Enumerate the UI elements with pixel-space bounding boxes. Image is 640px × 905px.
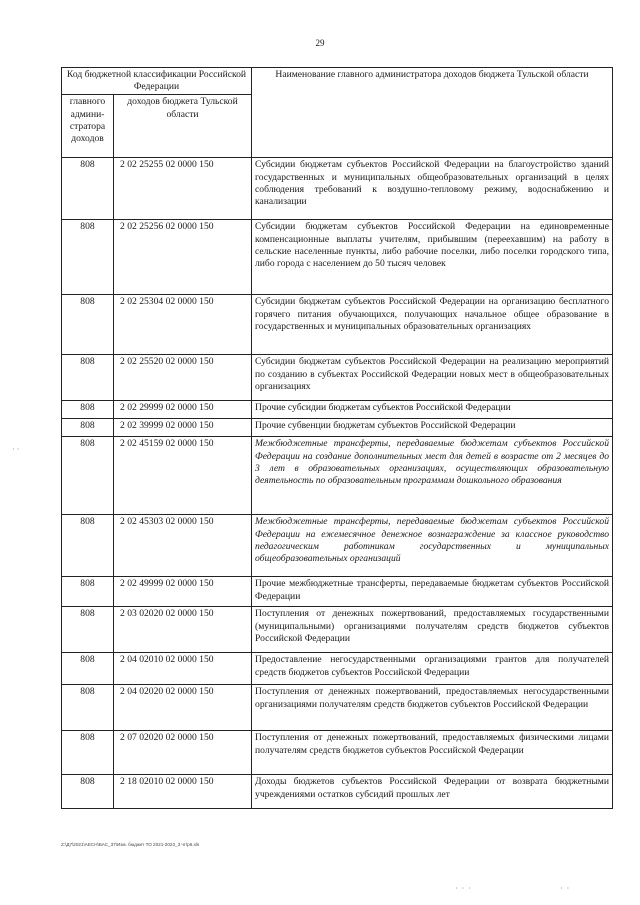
- cell-code: 2 07 02020 02 0000 150: [114, 731, 252, 775]
- scan-speck-mark: · · ·: [455, 884, 471, 893]
- cell-name: Поступления от денежных пожертвований, предоставляемых государственными (муниципальными) организациями получателям средств бюджетов субъектов Российской Федерации: [252, 607, 613, 653]
- cell-admin: 808: [62, 731, 114, 775]
- table-header-row: [62, 68, 613, 95]
- table-row: [62, 419, 613, 437]
- cell-admin: 808: [62, 220, 114, 295]
- table-row: [62, 355, 613, 401]
- header-admin: главного админи-стратора доходов: [62, 95, 114, 158]
- cell-code: 2 02 25304 02 0000 150: [114, 295, 252, 355]
- cell-admin: 808: [62, 515, 114, 577]
- cell-code: 2 02 49999 02 0000 150: [114, 577, 252, 607]
- cell-name: Предоставление негосударственными организациями грантов для получателей средств бюджетов субъектов Российской Федерации: [252, 653, 613, 685]
- cell-name: Субсидии бюджетам субъектов Российской Федерации на единовременные компенсационные выплаты учителям, прибывшим (переехавшим) на работу в сельские населенные пункты, либо рабочие поселки, либо поселки городского типа, либо города с населением до 50 тысяч человек: [252, 220, 613, 295]
- table-row: [62, 775, 613, 809]
- table-row: [62, 515, 613, 577]
- cell-admin: 808: [62, 437, 114, 515]
- cell-code: 2 04 02010 02 0000 150: [114, 653, 252, 685]
- header-name: Наименование главного администратора доходов бюджета Тульской области: [252, 68, 613, 158]
- cell-admin: 808: [62, 653, 114, 685]
- table-row: [62, 220, 613, 295]
- cell-name: Прочие субсидии бюджетам субъектов Российской Федерации: [252, 401, 613, 419]
- cell-name: Субсидии бюджетам субъектов Российской Федерации на реализацию мероприятий по созданию в субъектах Российской Федерации новых мест в общеобразовательных организациях: [252, 355, 613, 401]
- table-row: [62, 437, 613, 515]
- table-row: [62, 401, 613, 419]
- file-path-footer: Z:\Д7\2021\АЕСН\БАС_37\Изм. бюджет ТО 2021-2023_3 чт\р6.xls: [61, 842, 200, 847]
- cell-admin: 808: [62, 295, 114, 355]
- cell-admin: 808: [62, 355, 114, 401]
- table-row: [62, 685, 613, 731]
- cell-name: Субсидии бюджетам субъектов Российской Федерации на благоустройство зданий государственных и муниципальных общеобразовательных организаций в целях соблюдения требований к воздушно-тепловому режиму, водоснабжению и канализации: [252, 158, 613, 220]
- table-row: [62, 577, 613, 607]
- cell-code: 2 02 29999 02 0000 150: [114, 401, 252, 419]
- header-income: доходов бюджета Тульской области: [114, 95, 252, 158]
- budget-classification-table: [61, 67, 613, 809]
- cell-name: Прочие межбюджетные трансферты, передаваемые бюджетам субъектов Российской Федерации: [252, 577, 613, 607]
- table-body: [62, 158, 613, 809]
- table-row: [62, 731, 613, 775]
- cell-name: Субсидии бюджетам субъектов Российской Федерации на организацию бесплатного горячего питания обучающихся, получающих начальное общее образование в государственных и муниципальных образовательных организациях: [252, 295, 613, 355]
- table-row: [62, 295, 613, 355]
- cell-code: 2 02 39999 02 0000 150: [114, 419, 252, 437]
- table-row: [62, 158, 613, 220]
- cell-name: Межбюджетные трансферты, передаваемые бюджетам субъектов Российской Федерации на создание дополнительных мест для детей в возрасте от 2 месяцев до 3 лет в образовательных организациях, осуществляющих образовательную деятельность по образовательным программам дошкольного образования: [252, 437, 613, 515]
- cell-name: Межбюджетные трансферты, передаваемые бюджетам субъектов Российской Федерации на ежемесячное денежное вознаграждение за классное руководство педагогическим работникам государственных и муниципальных общеобразовательных организаций: [252, 515, 613, 577]
- cell-code: 2 18 02010 02 0000 150: [114, 775, 252, 809]
- cell-code: 2 02 25520 02 0000 150: [114, 355, 252, 401]
- cell-admin: 808: [62, 775, 114, 809]
- scan-speck-mark: · ·: [12, 445, 20, 454]
- cell-admin: 808: [62, 401, 114, 419]
- cell-admin: 808: [62, 419, 114, 437]
- cell-admin: 808: [62, 607, 114, 653]
- cell-code: 2 04 02020 02 0000 150: [114, 685, 252, 731]
- cell-admin: 808: [62, 685, 114, 731]
- cell-admin: 808: [62, 158, 114, 220]
- cell-code: 2 02 45303 02 0000 150: [114, 515, 252, 577]
- cell-admin: 808: [62, 577, 114, 607]
- table-row: [62, 653, 613, 685]
- cell-name: Доходы бюджетов субъектов Российской Федерации от возврата бюджетными учреждениями остатков субсидий прошлых лет: [252, 775, 613, 809]
- cell-code: 2 03 02020 02 0000 150: [114, 607, 252, 653]
- cell-code: 2 02 45159 02 0000 150: [114, 437, 252, 515]
- cell-code: 2 02 25255 02 0000 150: [114, 158, 252, 220]
- cell-name: Прочие субвенции бюджетам субъектов Российской Федерации: [252, 419, 613, 437]
- cell-name: Поступления от денежных пожертвований, предоставляемых негосударственными организациями получателям средств бюджетов субъектов Российской Федерации: [252, 685, 613, 731]
- cell-code: 2 02 25256 02 0000 150: [114, 220, 252, 295]
- page-number: 29: [315, 38, 325, 48]
- header-code-group: Код бюджетной классификации Российской Федерации: [62, 68, 252, 95]
- cell-name: Поступления от денежных пожертвований, предоставляемых физическими лицами получателям средств бюджетов субъектов Российской Федерации: [252, 731, 613, 775]
- scan-speck-mark: · ·: [560, 884, 570, 893]
- table-row: [62, 607, 613, 653]
